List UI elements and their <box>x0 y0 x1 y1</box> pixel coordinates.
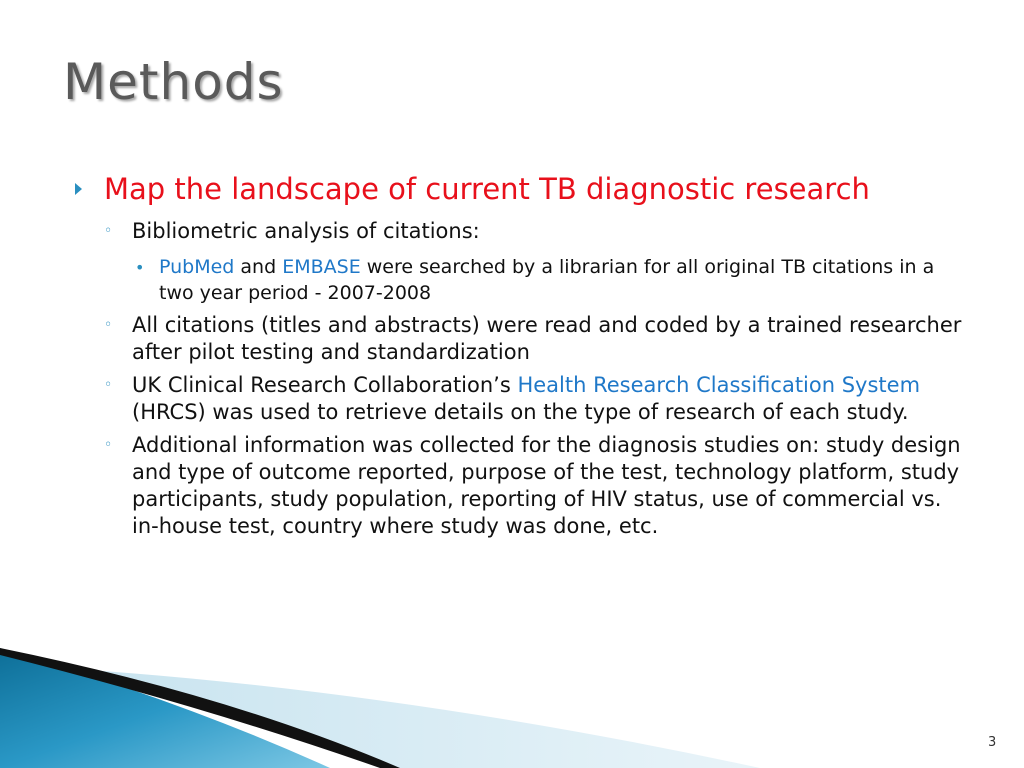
main-bullet-text: Map the landscape of current TB diagnostic research <box>104 172 870 206</box>
sub-bullet-text: Bibliometric analysis of citations: <box>132 219 480 243</box>
sub-sub-bullet-text: and <box>234 256 283 278</box>
pubmed-link-text: PubMed <box>159 256 235 278</box>
sub-bullet-text: Additional information was collected for the diagnosis studies on: study design and type of outcome reported, purpose of the test, technology platform, study participants, study population, reporting of HIV status, use of commercial vs. in-house test, country where study was done, etc. <box>132 433 961 538</box>
circle-bullet-icon: ◦ <box>104 437 113 453</box>
sub-bullet-text: (HRCS) was used to retrieve details on the type of research of each study. <box>132 400 909 424</box>
dot-bullet-icon: • <box>135 258 145 277</box>
sub-bullet-text: All citations (titles and abstracts) were read and coded by a trained researcher after pilot testing and standardization <box>132 313 962 364</box>
sub-sub-bullet-text: were searched by a librarian for all original TB citations in a two year period - 2007-2008 <box>159 256 935 304</box>
sub-bullet-text: UK Clinical Research Collaboration’s <box>132 373 518 397</box>
embase-link-text: EMBASE <box>282 256 361 278</box>
slide-title: Methods <box>63 53 284 111</box>
circle-bullet-icon: ◦ <box>104 317 113 333</box>
page-number: 3 <box>988 735 997 750</box>
circle-bullet-icon: ◦ <box>104 223 113 239</box>
hrcs-link-text: Health Research Classification System <box>517 373 921 397</box>
circle-bullet-icon: ◦ <box>104 377 113 393</box>
